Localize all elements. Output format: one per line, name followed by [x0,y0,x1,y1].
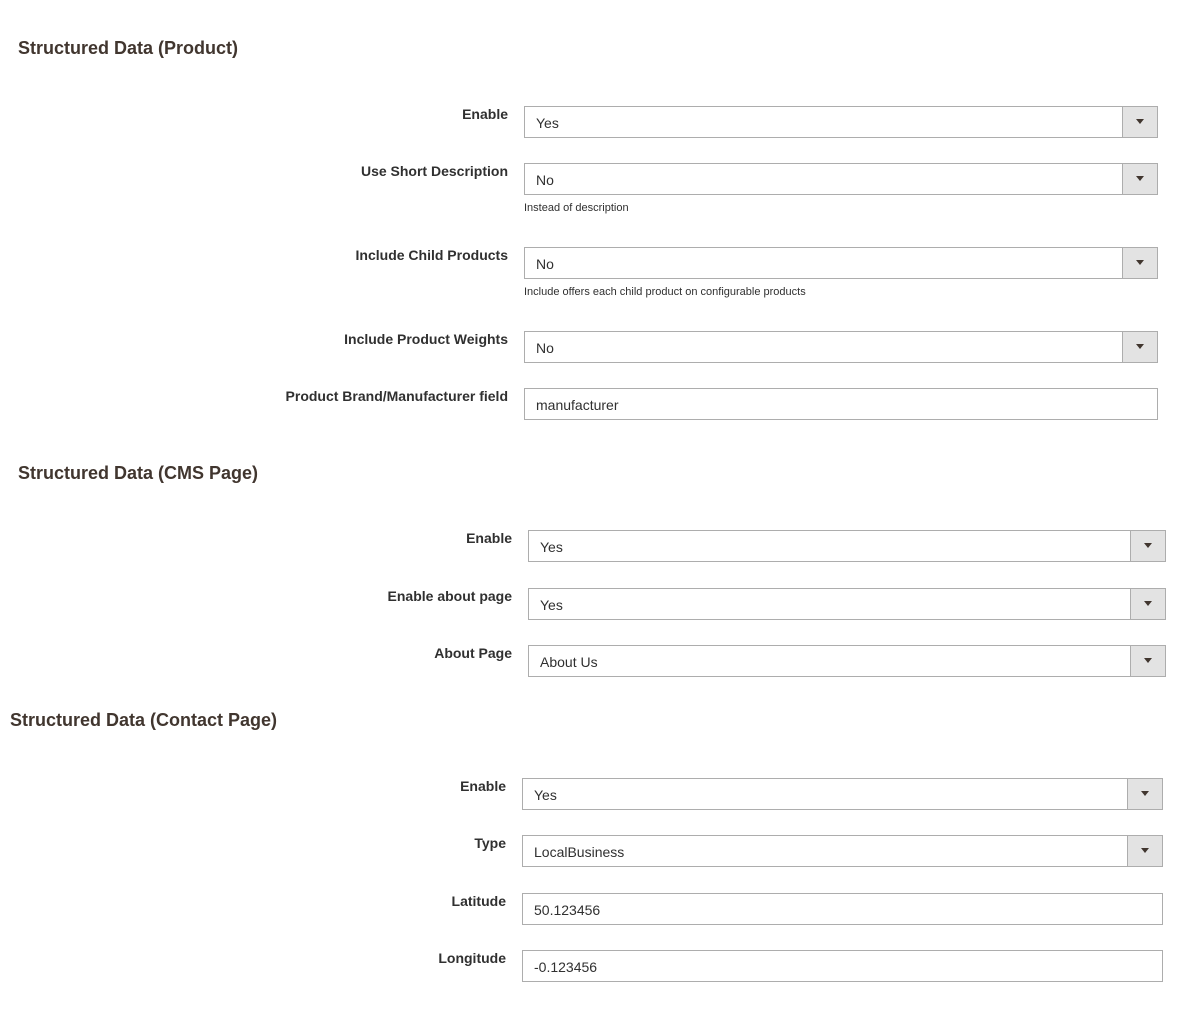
longitude-value: -0.123456 [534,959,598,975]
brand-field-label: Product Brand/Manufacturer field [285,388,508,404]
longitude-label: Longitude [438,950,506,966]
longitude-input[interactable] [522,950,1163,982]
product-weights-label: Include Product Weights [344,331,508,347]
about-enable-label: Enable about page [387,588,512,604]
latitude-input[interactable] [522,893,1163,925]
child-products-select[interactable] [524,247,1158,279]
about-page-label: About Page [434,645,512,661]
product-enable-label: Enable [462,106,508,122]
chevron-down-icon [1136,119,1144,124]
chevron-down-icon [1141,791,1149,796]
product-weights-value: No [536,340,554,356]
contact-enable-select[interactable] [522,778,1163,810]
contact-type-value: LocalBusiness [534,844,625,860]
short-description-select[interactable] [524,163,1158,195]
select-arrow-button[interactable] [1122,248,1157,278]
product-weights-select[interactable] [524,331,1158,363]
child-products-value: No [536,256,554,272]
chevron-down-icon [1141,848,1149,853]
section-title-contact: Structured Data (Contact Page) [10,710,278,730]
latitude-label: Latitude [451,893,506,909]
contact-enable-label: Enable [460,778,506,794]
chevron-down-icon [1136,176,1144,181]
select-arrow-button[interactable] [1122,332,1157,362]
select-arrow-button[interactable] [1122,107,1157,137]
contact-enable-value: Yes [534,787,557,803]
about-enable-value: Yes [540,597,563,613]
select-arrow-button[interactable] [1130,646,1165,676]
chevron-down-icon [1136,344,1144,349]
child-products-label: Include Child Products [355,247,508,263]
contact-type-select[interactable] [522,835,1163,867]
cms-enable-select[interactable] [528,530,1166,562]
product-enable-select[interactable] [524,106,1158,138]
brand-field-input[interactable] [524,388,1158,420]
section-title-cms: Structured Data (CMS Page) [18,463,259,483]
child-products-note: Include offers each child product on configurable products [524,286,806,298]
select-arrow-button[interactable] [1130,531,1165,561]
product-enable-value: Yes [536,115,559,131]
about-enable-select[interactable] [528,588,1166,620]
short-description-note: Instead of description [524,202,629,214]
contact-type-label: Type [474,835,506,851]
chevron-down-icon [1144,601,1152,606]
chevron-down-icon [1144,658,1152,663]
about-page-value: About Us [540,654,598,670]
latitude-value: 50.123456 [534,902,601,918]
about-page-select[interactable] [528,645,1166,677]
short-description-value: No [536,172,554,188]
select-arrow-button[interactable] [1122,164,1157,194]
select-arrow-button[interactable] [1127,779,1162,809]
cms-enable-label: Enable [466,530,512,546]
select-arrow-button[interactable] [1130,589,1165,619]
chevron-down-icon [1144,543,1152,548]
short-description-label: Use Short Description [360,163,508,179]
cms-enable-value: Yes [540,539,563,555]
section-title-product: Structured Data (Product) [18,38,239,58]
brand-field-value: manufacturer [536,397,619,413]
select-arrow-button[interactable] [1127,836,1162,866]
chevron-down-icon [1136,260,1144,265]
